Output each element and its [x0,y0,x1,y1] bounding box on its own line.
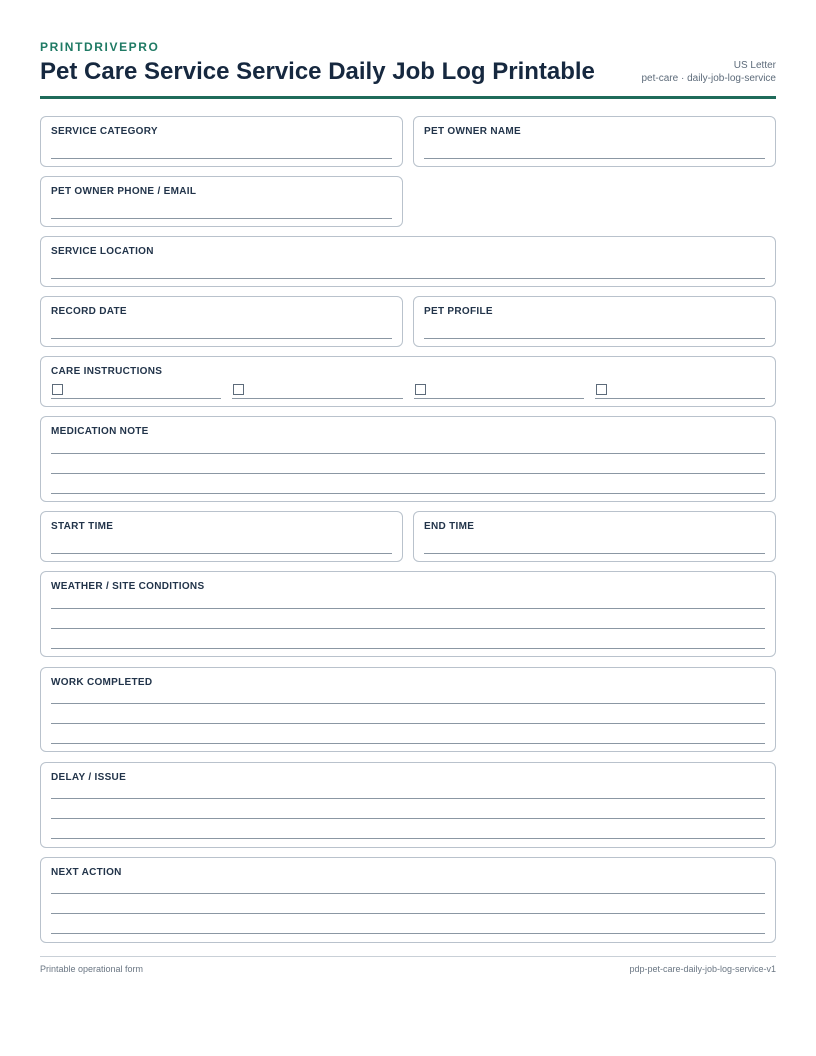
field-label: PET OWNER PHONE / EMAIL [51,186,197,197]
write-line[interactable] [51,648,765,649]
field-label: PET OWNER NAME [424,126,521,137]
field-label: CARE INSTRUCTIONS [51,366,163,377]
field-label: WORK COMPLETED [51,677,153,688]
document-tags: pet-care · daily-job-log-service [641,73,776,84]
write-line[interactable] [51,628,765,629]
header-rule [40,96,776,99]
care-instructions-field [40,356,776,407]
form-id: pdp-pet-care-daily-job-log-service-v1 [629,964,776,974]
checkbox[interactable] [233,384,244,395]
footer-note: Printable operational form [40,964,144,974]
care-instructions-checklist [51,383,765,399]
write-line[interactable] [51,338,392,339]
field-label: SERVICE LOCATION [51,246,154,257]
checkbox[interactable] [596,384,607,395]
field-label: WEATHER / SITE CONDITIONS [51,581,205,592]
page-title: Pet Care Service Service Daily Job Log Printable [40,58,595,85]
write-line[interactable] [51,608,765,609]
field-label: START TIME [51,521,114,532]
write-line[interactable] [51,818,765,819]
write-line[interactable] [424,338,765,339]
checklist-item[interactable] [51,383,221,399]
medication-note-field[interactable] [40,416,776,502]
checkbox[interactable] [415,384,426,395]
write-line[interactable] [51,218,392,219]
write-line[interactable] [51,913,765,914]
pet-owner-contact-field[interactable] [40,176,403,227]
write-line[interactable] [424,158,765,159]
delay-issue-field[interactable] [40,762,776,848]
write-line[interactable] [51,723,765,724]
work-completed-field[interactable] [40,667,776,752]
field-label: SERVICE CATEGORY [51,126,158,137]
write-line[interactable] [51,473,765,474]
write-line[interactable] [51,453,765,454]
pet-owner-name-field[interactable] [413,116,776,167]
field-label: NEXT ACTION [51,867,122,878]
checklist-item[interactable] [414,383,584,399]
write-line[interactable] [51,838,765,839]
footer-rule [40,956,776,957]
weather-site-conditions-field[interactable] [40,571,776,657]
field-label: MEDICATION NOTE [51,426,149,437]
document-meta [642,59,777,85]
write-line[interactable] [51,703,765,704]
write-line[interactable] [51,158,392,159]
write-line[interactable] [424,553,765,554]
write-line[interactable] [51,893,765,894]
next-action-field[interactable] [40,857,776,943]
write-line[interactable] [51,933,765,934]
checklist-item[interactable] [595,383,765,399]
pet-profile-field[interactable] [413,296,776,347]
field-label: RECORD DATE [51,306,127,317]
record-date-field[interactable] [40,296,403,347]
brand-name: PRINTDRIVEPRO [40,40,160,54]
service-location-field[interactable] [40,236,776,287]
paper-size: US Letter [733,60,776,71]
field-label: DELAY / ISSUE [51,772,127,783]
write-line[interactable] [51,493,765,494]
checkbox[interactable] [52,384,63,395]
write-line[interactable] [51,553,392,554]
field-label: PET PROFILE [424,306,493,317]
end-time-field[interactable] [413,511,776,562]
write-line[interactable] [51,743,765,744]
start-time-field[interactable] [40,511,403,562]
checklist-item[interactable] [232,383,402,399]
write-line[interactable] [51,278,765,279]
field-label: END TIME [424,521,475,532]
service-category-field[interactable] [40,116,403,167]
write-line[interactable] [51,798,765,799]
